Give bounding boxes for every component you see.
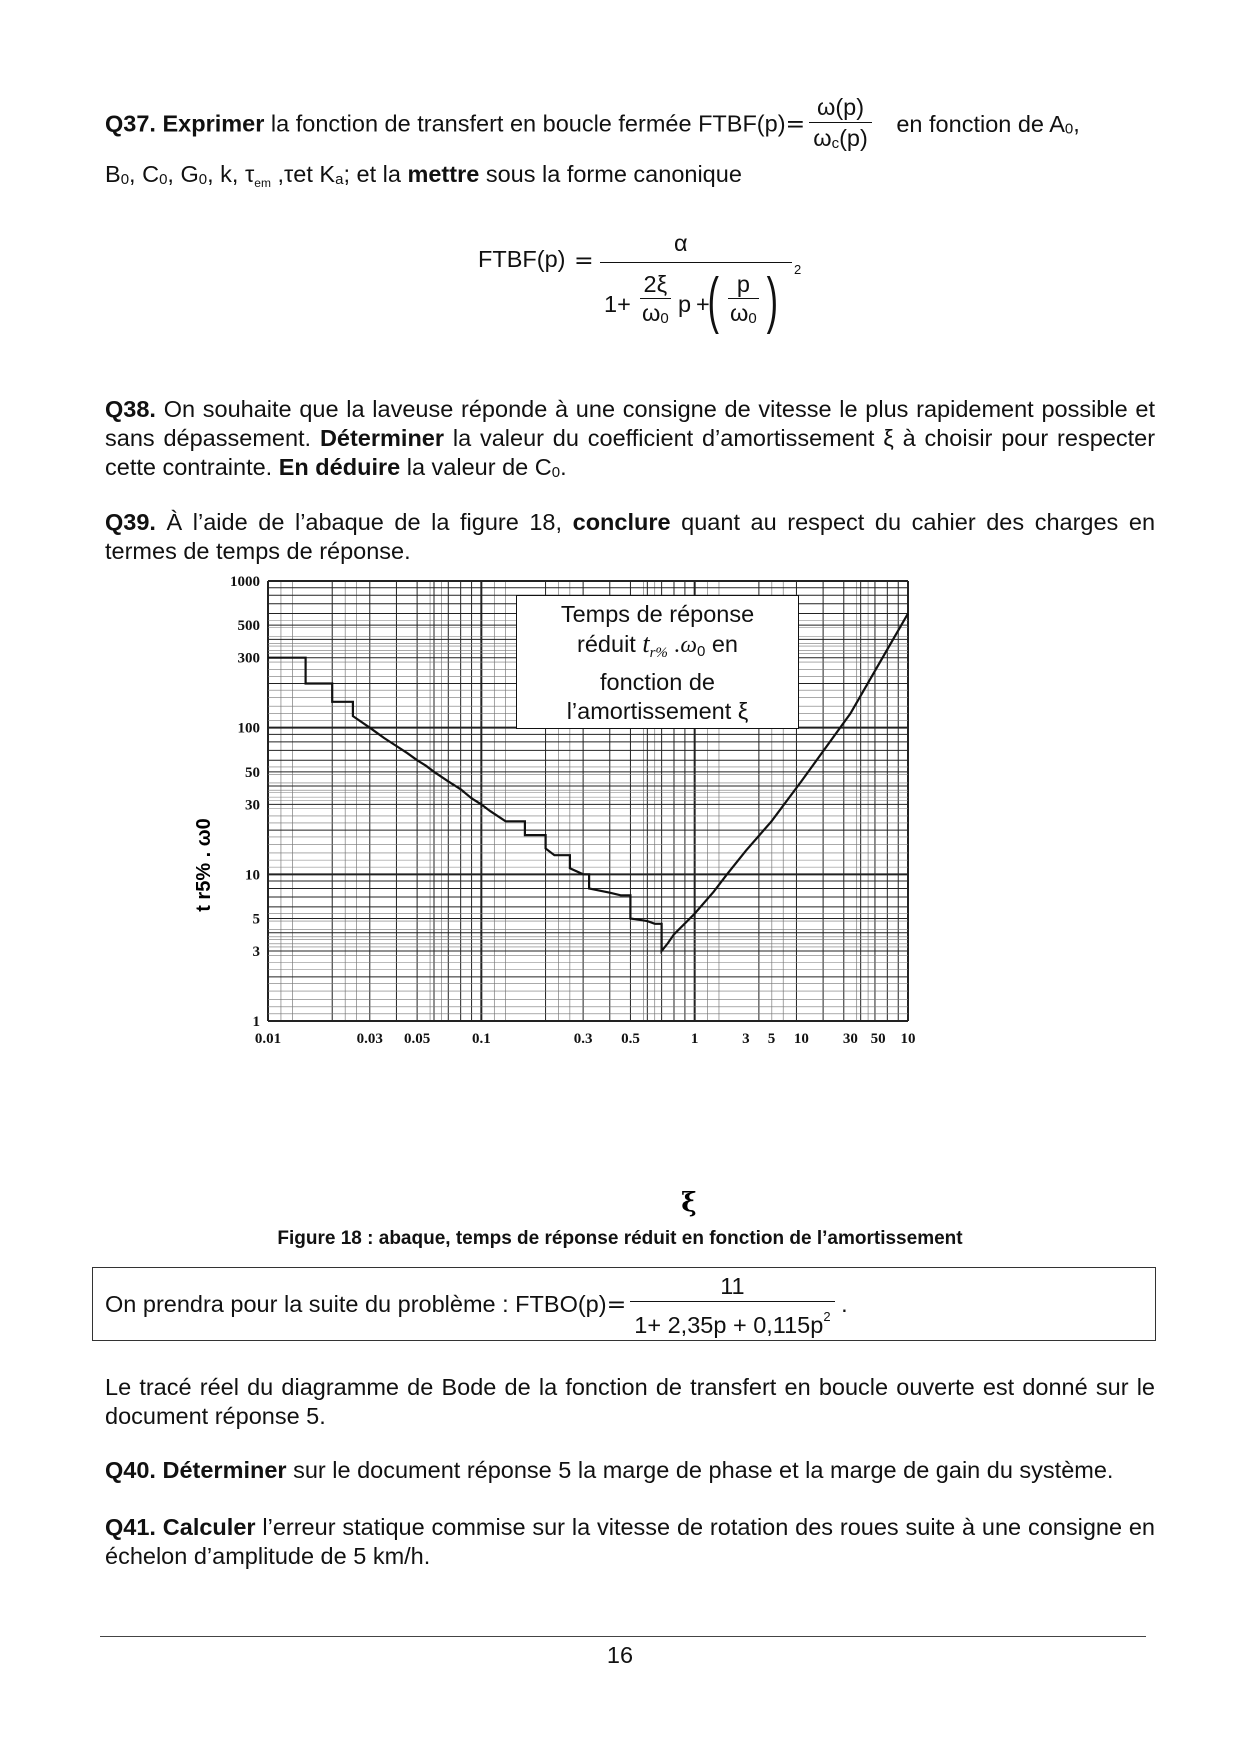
x-tick-label: 0.05 [403,1031,431,1047]
y-tick-label: 300 [237,650,260,667]
chart-y-ticks [230,574,260,1030]
y-tick-label: 500 [237,618,260,635]
note-content: On prendra pour la suite du problème : FTBO(p)= $\frac{11}{1+ 2,35p + 0,115p^2}$ . [105,1273,848,1339]
x-tick-label: 3 [742,1031,750,1047]
formula-2xi: 2ξ [640,270,671,299]
formula-omega0-a: ω [642,300,661,326]
formula-omega0-a-sub: 0 [660,310,669,327]
q41-label: Q41. [105,1514,156,1540]
q38-c0-sub: 0 [551,464,561,481]
q37-c0-sub: 0 [159,171,168,188]
x-tick-label: 0.5 [621,1031,640,1047]
x-tick-label: 0.3 [573,1031,593,1047]
q38-t2: la valeur du coefficient d’amortissement ξ à choisir pour respecter cette contrainte. [105,425,1156,480]
legend-line3: fonction de [600,669,715,695]
chart-legend-box [516,595,799,729]
bode-paragraph: Le tracé réel du diagramme de Bode de la fonction de transfert en boucle ouverte est donné sur le document réponse 5. [105,1374,1155,1429]
q37-verb2: mettre [407,161,480,187]
y-tick-label: 5 [252,911,260,928]
formula-den-p: p [678,291,692,317]
q37-label: Q37. [105,110,156,137]
q37-frac-den-sub: c [831,135,840,152]
q37-c: C [142,161,160,187]
legend-t: t [642,629,650,658]
x-tick-label: 0.1 [471,1031,491,1047]
q38-paragraph [105,395,1155,487]
q37-g: G [180,161,199,187]
q37-ka-sub: a [335,171,344,188]
legend-line1: Temps de réponse [560,601,755,627]
chart-y-label: t r5% . ω0 [193,818,215,912]
x-tick-label: 0.01 [254,1031,282,1047]
note-fraction [630,1271,834,1340]
q39-t2: quant au respect du cahier des charges en termes de temps de réponse. [105,509,1156,564]
q41-verb: Calculer [162,1514,256,1540]
y-tick-label: 10 [245,867,260,884]
q37-tau: ,τet K [277,161,336,187]
q39-paragraph [105,508,1155,566]
formula-omega0-b-sub: 0 [748,310,757,327]
q38-t1: On souhaite que la laveuse réponde à une consigne de vitesse le plus rapidement possible et sans dépassement. [105,396,1155,451]
q37-k: k, [220,161,239,187]
footer-rule [100,1636,1146,1637]
q37-a0-sub: 0 [1064,120,1074,138]
q40-verb: Déterminer [162,1457,287,1483]
q40-text: sur le document réponse 5 la marge de phase et la marge de gain du système. [293,1457,1114,1483]
q39-label: Q39. [105,509,156,535]
legend-en: en [711,631,738,657]
q37-frac-den-omega: ω [813,125,832,151]
x-tick-label: 10 [900,1031,916,1047]
legend-line2 [517,629,798,668]
chart-x-label: ξ [681,1188,697,1218]
x-tick-label: 1 [690,1031,699,1047]
q38-verb: Déterminer [319,425,445,451]
formula-2xi-frac [640,270,671,333]
formula-exp: 2 [794,262,802,277]
y-tick-label: 30 [245,797,260,814]
q37-g0-sub: 0 [198,171,208,188]
formula-equals: = [574,246,594,274]
x-tick-label: 5 [767,1031,776,1047]
q37-em-sub: em [254,176,271,190]
q38-t3: la valeur de C [406,454,552,480]
formula-p-frac [728,270,759,333]
q38-label: Q38. [105,396,156,422]
y-tick-label: 50 [245,764,260,781]
x-tick-label: 30 [842,1031,858,1047]
canonical-formula [478,230,802,340]
note-box [92,1267,1156,1341]
q39-verb: conclure [572,509,671,535]
q37-verb: Exprimer [162,110,265,137]
q40-label: Q40. [105,1457,156,1483]
q37-tau-em: τ [244,161,255,187]
note-den: 1+ 2,35p + 0,115p [634,1312,824,1339]
q41-text: l’erreur statique commise sur la vitesse de rotation des roues suite à une consigne en échelon d’amplitude de 5 km/h. [105,1514,1156,1569]
q37-rest: ; et la [343,161,401,187]
formula-omega0-b: ω [730,300,749,326]
q37-end: sous la forme canonique [485,161,742,187]
x-tick-label: 10 [793,1031,809,1047]
y-tick-label: 100 [237,720,260,737]
q37-line1: Q37. Exprimer la fonction de transfert en boucle fermée FTBF(p)= $\frac{\omega(p)}{\omega c(p)}$ en fonction de A0, [105,92,1155,152]
legend-omega-sub: 0 [696,643,706,660]
formula-num: α [674,230,688,256]
legend-r: r% [649,645,668,661]
formula-lhs: FTBF(p) [478,246,566,272]
chart-x-ticks [255,1031,916,1047]
q37-text1: la fonction de transfert en boucle fermée FTBF(p) [270,110,786,137]
legend-line4: l’amortissement ξ [566,698,749,724]
note-text: On prendra pour la suite du problème : FTBO(p) [105,1291,607,1317]
y-tick-label: 3 [252,944,260,961]
q39-t1: À l’aide de l’abaque de la figure 18, [166,509,563,535]
page-number: 16 [606,1642,634,1668]
q40-paragraph [105,1456,1155,1485]
q37-b0-sub: 0 [120,171,130,188]
q37-b: B [105,161,121,187]
formula-lparen: ( [707,266,720,335]
x-tick-label: 0.03 [356,1031,383,1047]
y-tick-label: 1000 [230,574,260,590]
legend-omega: .ω [674,632,697,658]
figure-caption: Figure 18 : abaque, temps de réponse réduit en fonction de l’amortissement [277,1228,963,1249]
q37-fraction [809,92,872,159]
formula-den-one: 1+ [604,291,631,317]
q41-paragraph [105,1513,1155,1571]
q38-verb2: En déduire [278,454,401,480]
q38-t4: . [560,454,567,480]
note-end: . [841,1291,848,1317]
formula-den [604,262,804,340]
formula-rparen: ) [766,266,779,335]
q37-frac-den-p: (p) [839,125,868,151]
q37-text2: en fonction de A [896,110,1065,137]
q37-frac-num: ω(p) [809,92,872,123]
formula-bar [600,262,792,263]
q37-line2: B0, C0, G0, k, $\tau_{em}$ ,τet Ka; et la mettre sous la forme canonique [105,161,742,190]
formula-den-plus: + [696,291,710,317]
x-tick-label: 50 [870,1031,886,1047]
y-tick-label: 1 [252,1014,260,1030]
note-exp: 2 [823,1309,831,1325]
legend-reduit: réduit [577,631,636,657]
note-num: 11 [630,1271,834,1302]
formula-p2: p [728,270,759,299]
